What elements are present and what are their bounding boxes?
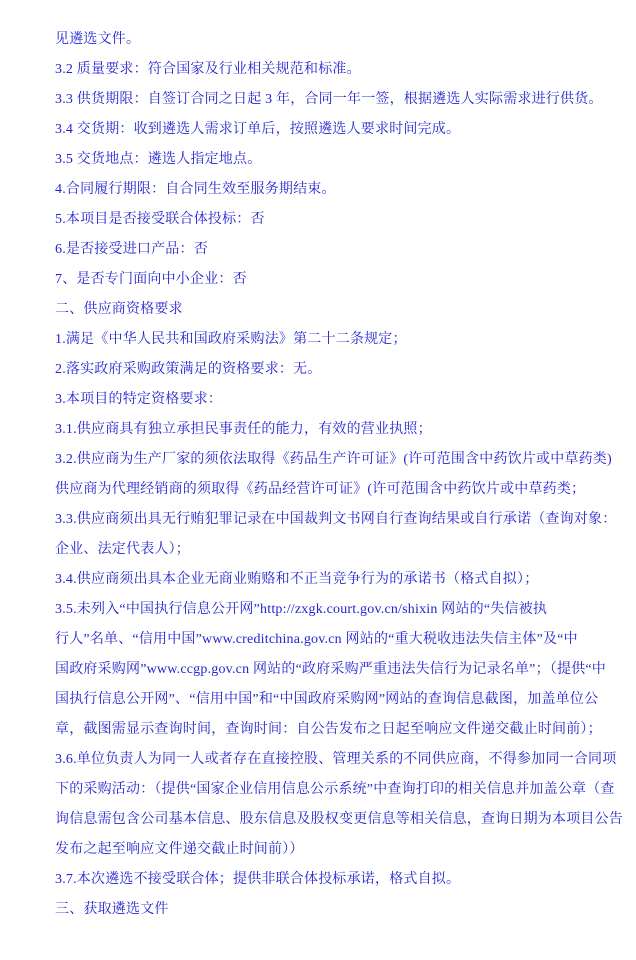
text-line: 3.3 供货期限：自签订合同之日起 3 年，合同一年一签，根据遴选人实际需求进行供货。 [55,92,603,107]
paragraph [55,415,600,445]
section-heading [55,295,600,325]
text-line: 章，截图需显示查询时间，查询时间：自公告发布之日起至响应文件递交截止时间前）； [55,722,602,737]
paragraph [55,85,603,115]
paragraph [55,175,600,205]
text-line: 3.6.单位负责人为同一人或者存在直接控股、管理关系的不同供应商，不得参加同一合同项 [55,752,617,767]
text-line: 3.本项目的特定资格要求： [55,392,223,407]
document-body [55,25,623,925]
paragraph [55,565,600,595]
paragraph [55,115,600,145]
text-line: 3.4 交货期：收到遴选人需求订单后，按照遴选人要求时间完成。 [55,122,461,137]
text-line: 行人”名单、“信用中国”www.creditchina.gov.cn 网站的“重大税收违法失信主体”及“中 [55,632,578,647]
text-line: 国执行信息公开网”、“信用中国”和“中国政府采购网”网站的查询信息截图，加盖单位公 [55,692,599,707]
paragraph [55,205,600,235]
text-line: 三、获取遴选文件 [55,902,169,917]
text-line: 3.3.供应商须出具无行贿犯罪记录在中国裁判文书网自行查询结果或自行承诺（查询对象： [55,512,617,527]
text-line: 3.2 质量要求：符合国家及行业相关规范和标准。 [55,62,361,77]
paragraph [55,235,600,265]
text-line: 6.是否接受进口产品：否 [55,242,208,257]
paragraph [55,265,600,295]
paragraph [55,25,600,55]
text-line: 4.合同履行期限：自合同生效至服务期结束。 [55,182,336,197]
paragraph [55,325,600,355]
text-line: 1.满足《中华人民共和国政府采购法》第二十二条规定； [55,332,407,347]
text-line: 发布之起至响应文件递交截止时间前）） [55,842,304,857]
text-line: 3.2.供应商为生产厂家的须依法取得《药品生产许可证》(许可范围含中药饮片或中草药类) [55,452,612,467]
text-line: 企业、法定代表人）； [55,542,190,557]
paragraph [55,745,623,865]
text-line: 供应商为代理经销商的须取得《药品经营许可证》(许可范围含中药饮片或中草药类； [55,482,586,497]
paragraph [55,445,612,505]
text-line: 3.1.供应商具有独立承担民事责任的能力，有效的营业执照； [55,422,432,437]
paragraph [55,385,600,415]
text-line: 二、供应商资格要求 [55,302,183,317]
text-line: 询信息需包含公司基本信息、股东信息及股权变更信息等相关信息，查询日期为本项目公告 [55,812,623,827]
text-line: 7、是否专门面向中小企业：否 [55,272,247,287]
text-line: 3.5.未列入“中国执行信息公开网”http://zxgk.court.gov.cn/shixin 网站的“失信被执 [55,602,548,617]
section-heading [55,895,600,925]
text-line: 国政府采购网”www.ccgp.gov.cn 网站的“政府采购严重违法失信行为记录名单”；（提供“中 [55,662,607,677]
paragraph [55,595,607,745]
text-line: 3.7.本次遴选不接受联合体；提供非联合体投标承诺，格式自拟。 [55,872,461,887]
text-line: 下的采购活动：（提供“国家企业信用信息公示系统”中查询打印的相关信息并加盖公章（查 [55,782,615,797]
text-line: 2.落实政府采购政策满足的资格要求：无。 [55,362,322,377]
text-line: 3.4.供应商须出具本企业无商业贿赂和不正当竞争行为的承诺书（格式自拟）； [55,572,539,587]
text-line: 3.5 交货地点：遴选人指定地点。 [55,152,262,167]
paragraph [55,145,600,175]
paragraph [55,55,600,85]
paragraph [55,865,600,895]
text-line: 见遴选文件。 [55,32,141,47]
paragraph [55,355,600,385]
text-line: 5.本项目是否接受联合体投标：否 [55,212,265,227]
paragraph [55,505,617,565]
